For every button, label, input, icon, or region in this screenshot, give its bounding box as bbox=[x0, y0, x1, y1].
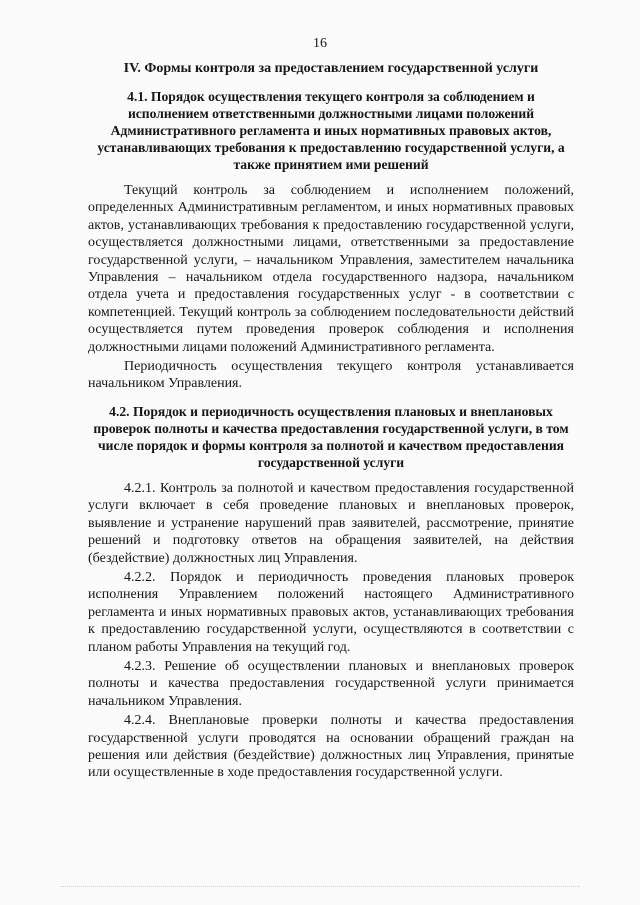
section-title: IV. Формы контроля за предоставлением государственной услуги bbox=[123, 61, 539, 76]
subsection-body-4-1 bbox=[88, 182, 574, 393]
scan-artifact-line bbox=[60, 882, 580, 887]
subsection-heading-4-2: 4.2. Порядок и периодичность осуществления плановых и внеплановых проверок полноты и качества предоставления государственной услуги, в том числе порядок и формы контроля за полнотой и качеством предоставления государственной услуги bbox=[93, 403, 569, 470]
paragraph: 4.2.1. Контроль за полнотой и качеством предоставления государственной услуги включает в себя проведение плановых и внеплановых проверок, выявление и устранение нарушений прав заявителей, рассмотрение, принятие решений и подготовку ответов на обращения заявителей, на действия (бездействие) должностных лиц Управления. bbox=[88, 480, 574, 566]
paragraph: 4.2.3. Решение об осуществлении плановых и внеплановых проверок полноты и качества предоставления государственной услуги принимается начальником Управления. bbox=[88, 658, 574, 709]
subsection-heading-4-1: 4.1. Порядок осуществления текущего контроля за соблюдением и исполнением ответственными должностными лицами положений Административного регламента и иных нормативных правовых актов, устанавливающих требования к предоставлению государственной услуги, а также принятием ими решений bbox=[97, 89, 565, 172]
paragraph: 4.2.2. Порядок и периодичность проведения плановых проверок исполнения Управлением положений настоящего Административного регламента и иных нормативных правовых актов, устанавливающих требования к предоставлению государственной услуги, осуществляются в соответствии с планом работы Управления на текущий год. bbox=[88, 569, 574, 655]
paragraph: Периодичность осуществления текущего контроля устанавливается начальником Управления. bbox=[88, 359, 574, 392]
page-content bbox=[88, 60, 574, 792]
paragraph: Текущий контроль за соблюдением и исполнением положений, определенных Административным регламентом, и иных нормативных правовых актов, устанавливающих требования к предоставлению государственной услуги, осуществляется должностными лицами, ответственными за предоставление государственной услуги, – начальником Управления, заместителем начальника Управления – начальником отдела государственного надзора, начальником отдела учета и предоставления государственных услуг - в соответствии с компетенцией. Текущий контроль за соблюдением последовательности действий осуществляется путем проведения проверок соблюдения и исполнения должностными лицами положений Административного регламента. bbox=[88, 183, 574, 355]
subsection-body-4-2 bbox=[88, 480, 574, 782]
page-number: 16 bbox=[313, 36, 327, 51]
paragraph: 4.2.4. Внеплановые проверки полноты и качества предоставления государственной услуги проводятся на основании обращений граждан на решения или действия (бездействие) должностных лиц Управления, принятые или осуществленные в ходе предоставления государственной услуги. bbox=[88, 713, 574, 781]
